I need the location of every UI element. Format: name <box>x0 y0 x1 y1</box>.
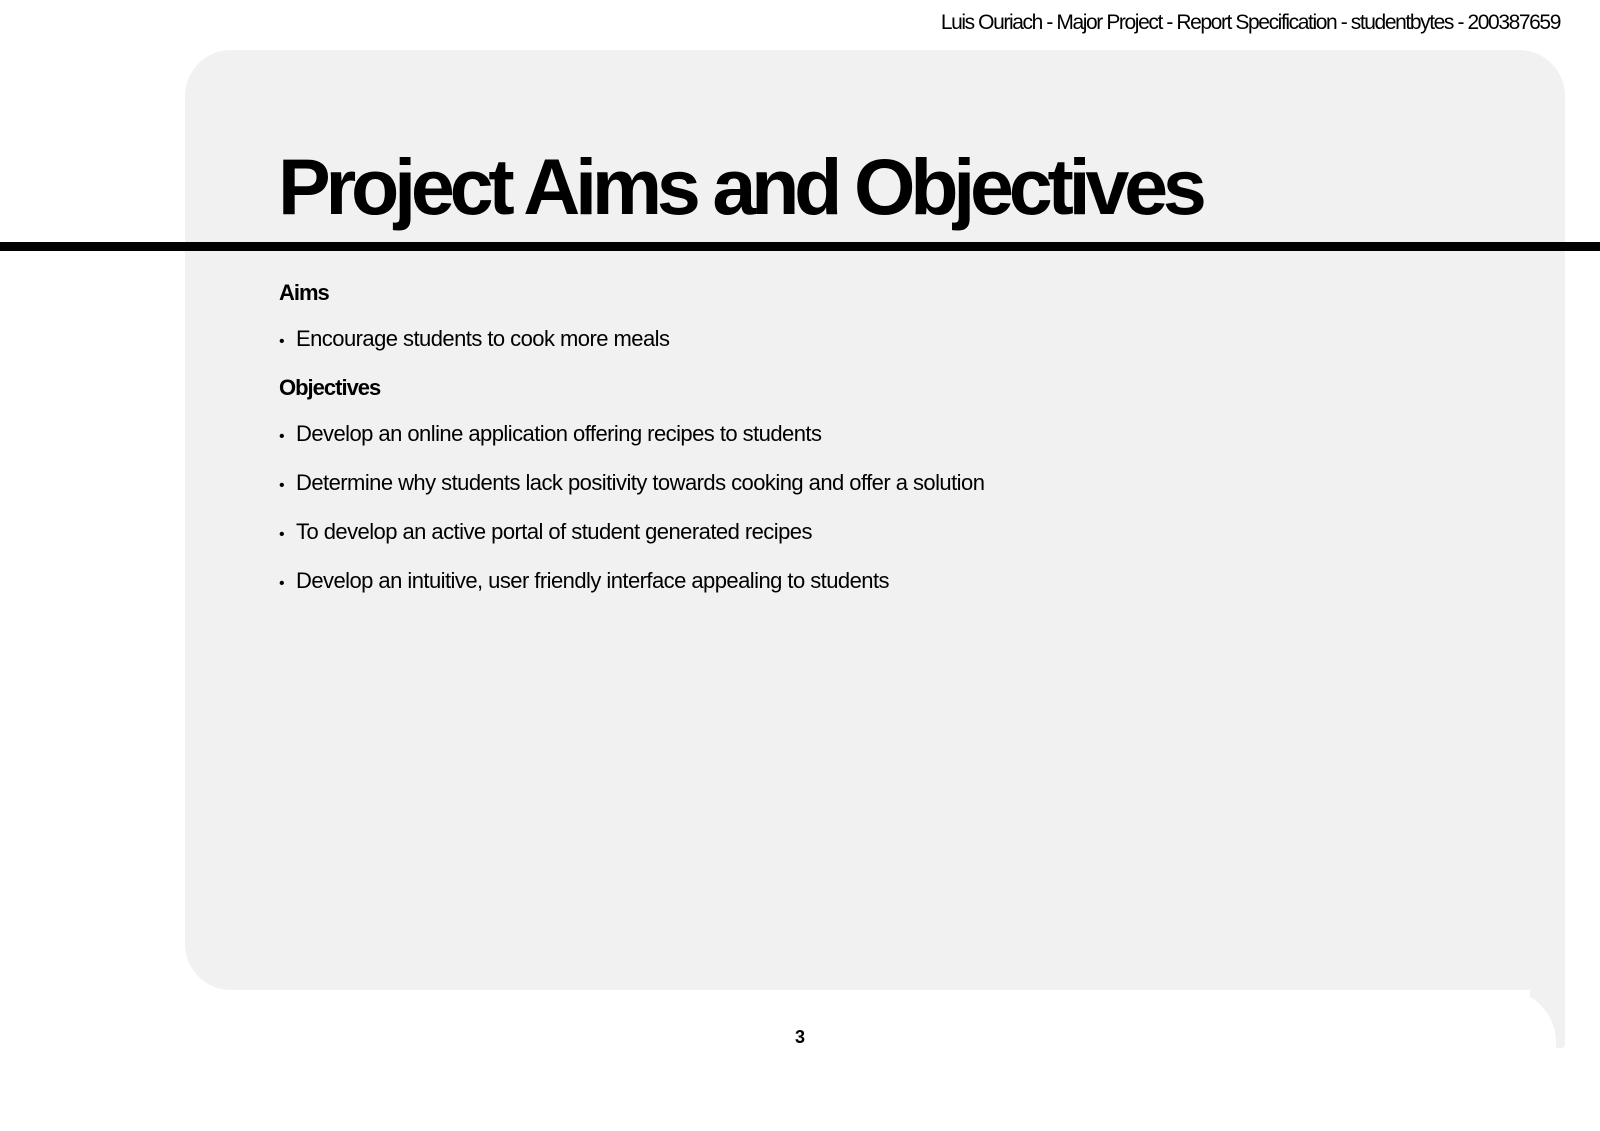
objectives-list <box>279 417 1479 601</box>
list-item <box>279 322 1479 359</box>
bullet-icon: • <box>279 526 285 543</box>
list-item-text: Determine why students lack positivity towards cooking and offer a solution <box>296 470 985 495</box>
bullet-icon: • <box>279 477 285 494</box>
list-item <box>279 564 1479 601</box>
list-item <box>279 515 1479 552</box>
content-body <box>279 276 1479 613</box>
title-divider <box>0 242 1600 251</box>
bullet-icon: • <box>279 333 285 350</box>
page-title: Project Aims and Objectives <box>278 142 1202 231</box>
list-item <box>279 417 1479 454</box>
section-heading-aims: Aims <box>279 280 329 305</box>
list-item-text: Encourage students to cook more meals <box>296 326 670 351</box>
page-number: 3 <box>794 1027 805 1047</box>
list-item-text: Develop an online application offering recipes to students <box>296 421 822 446</box>
running-header: Luis Ouriach - Major Project - Report Specification - studentbytes - 200387659 <box>940 11 1560 34</box>
bullet-icon: • <box>279 575 285 592</box>
list-item-text: Develop an intuitive, user friendly interface appealing to students <box>296 568 889 593</box>
list-item <box>279 466 1479 503</box>
aims-list <box>279 322 1479 359</box>
bullet-icon: • <box>279 428 285 445</box>
section-heading-objectives: Objectives <box>279 375 381 400</box>
list-item-text: To develop an active portal of student generated recipes <box>296 519 812 544</box>
